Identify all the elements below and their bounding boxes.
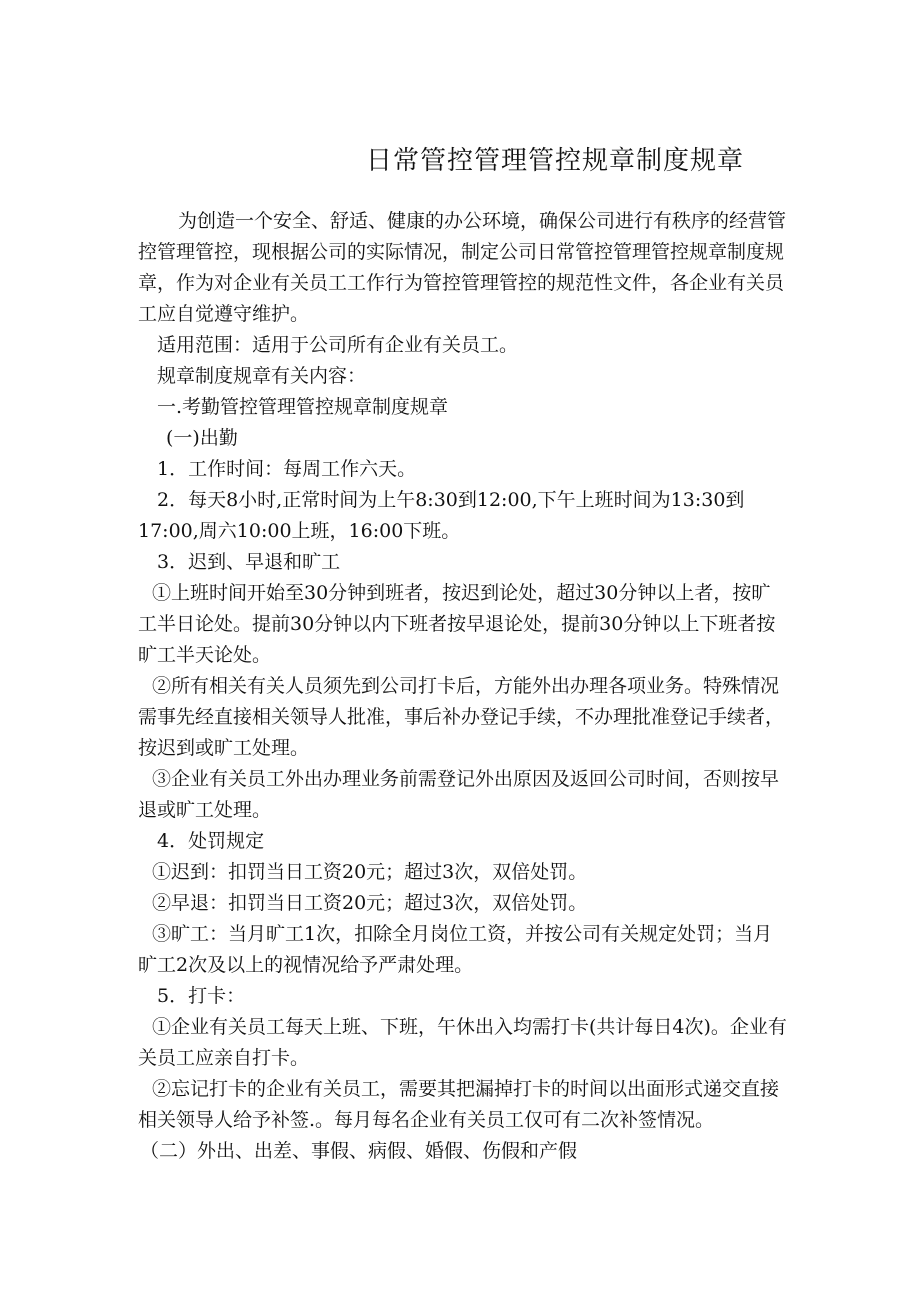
- scope-paragraph: 适用范围：适用于公司所有企业有关员工。: [157, 334, 519, 356]
- list-item: ①迟到：扣罚当日工资20元；超过3次，双倍处罚。: [152, 861, 588, 883]
- content-heading: 规章制度规章有关内容：: [157, 365, 367, 387]
- list-item: ②早退：扣罚当日工资20元；超过3次，双倍处罚。: [152, 892, 588, 914]
- subsection-heading: （二）外出、出差、事假、病假、婚假、伤假和产假: [140, 1140, 578, 1162]
- subsection-heading: (一)出勤: [166, 427, 238, 449]
- list-item: ①上班时间开始至30分钟到班者，按迟到论处，超过30分钟以上者，按旷工半日论处。提前30分钟以内下班者按早退论处，提前30分钟以上下班者按旷工半天论处。: [138, 582, 776, 666]
- list-item: ②所有相关有关人员须先到公司打卡后，方能外出办理各项业务。特殊情况需事先经直接相关领导人批准，事后补办登记手续，不办理批准登记手续者，按迟到或旷工处理。: [138, 675, 785, 759]
- document-title: 日常管控管理管控规章制度规章: [365, 146, 744, 176]
- list-item: ③旷工：当月旷工1次，扣除全月岗位工资，并按公司有关规定处罚；当月旷工2次及以上的视情况给予严肃处理。: [138, 923, 773, 976]
- document-body: [138, 206, 788, 1167]
- list-item: 5．打卡：: [157, 985, 246, 1007]
- list-item: 4．处罚规定: [157, 830, 265, 852]
- list-item: ①企业有关员工每天上班、下班，午休出入均需打卡(共计每日4次)。企业有关员工应亲自打卡。: [138, 1016, 787, 1069]
- list-item: 3．迟到、早退和旷工: [157, 551, 341, 573]
- list-item: ③企业有关员工外出办理业务前需登记外出原因及返回公司时间，否则按早退或旷工处理。: [138, 768, 780, 821]
- list-item: 2．每天8小时,正常时间为上午8:30到12:00,下午上班时间为13:30到17:00,周六10:00上班，16:00下班。: [138, 489, 745, 542]
- intro-paragraph: 为创造一个安全、舒适、健康的办公环境，确保公司进行有秩序的经营管控管理管控，现根据公司的实际情况，制定公司日常管控管理管控规章制度规章，作为对企业有关员工工作行为管控管理管控的规范性文件，各企业有关员工应自觉遵守维护。: [138, 210, 787, 325]
- section-heading: 一.考勤管控管理管控规章制度规章: [157, 396, 449, 418]
- list-item: ②忘记打卡的企业有关员工，需要其把漏掉打卡的时间以出面形式递交直接相关领导人给予补签.。每月每名企业有关员工仅可有二次补签情况。: [138, 1078, 780, 1131]
- list-item: 1．工作时间：每周工作六天。: [157, 458, 417, 480]
